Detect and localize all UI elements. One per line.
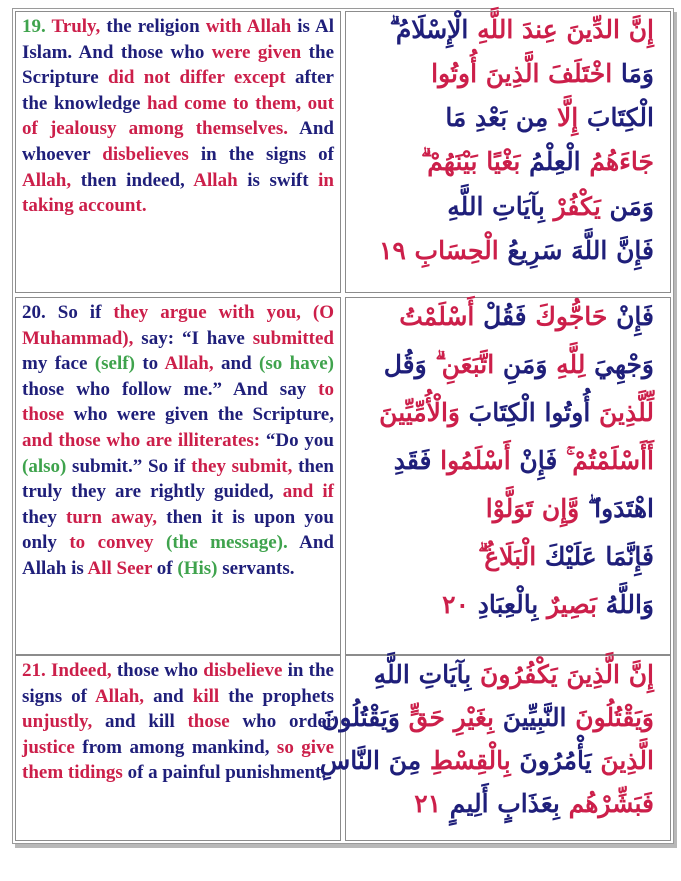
english-segment: were given: [204, 41, 302, 63]
english-segment: 21.: [22, 660, 46, 681]
arabic-line: [384, 350, 654, 380]
arabic-line: [321, 703, 654, 732]
arabic-segment: فَإِنْ: [519, 446, 566, 475]
arabic-segment: الْإِسْلَامُ ۗ: [389, 15, 478, 44]
english-segment: And Allah is: [22, 532, 334, 579]
arabic-segment: بِآيَاتِ اللَّهِ: [373, 660, 480, 689]
arabic-segment: حَاجُّوكَ: [535, 302, 617, 331]
english-segment: my face: [22, 353, 88, 375]
arabic-segment: وَمَن: [609, 192, 654, 221]
arabic-segment: ١٩: [378, 236, 415, 265]
english-segment: had come to them, out of jealousy among themselves.: [22, 92, 334, 140]
arabic-line: [379, 398, 654, 427]
arabic-line: [414, 789, 654, 818]
english-segment: And those who: [72, 41, 205, 63]
arabic-segment: وَالْأُمِّيِّينَ: [379, 398, 469, 427]
arabic-line: [421, 147, 654, 177]
english-segment: in the signs of: [22, 660, 334, 707]
english-segment: is swift: [237, 169, 309, 191]
english-text-19: [22, 14, 334, 219]
arabic-segment: اهْتَدَوا ۖ: [587, 494, 654, 523]
arabic-segment: تَوَلَّوْا: [485, 494, 542, 523]
arabic-line: [320, 746, 654, 775]
english-segment: So if: [45, 302, 102, 323]
english-segment: Allah,: [158, 353, 214, 375]
english-cell-20: [15, 297, 341, 655]
arabic-segment: وَيَقْتُلُونَ: [575, 703, 654, 732]
english-segment: they argue with you, (O Muhammad),: [22, 302, 334, 349]
arabic-segment: أَسْلَمْتُ: [399, 302, 484, 331]
english-segment: they: [22, 506, 57, 528]
english-segment: “Do you: [260, 429, 334, 451]
english-segment: (so have): [251, 353, 334, 375]
english-segment: and: [144, 685, 184, 707]
english-segment: to those: [22, 378, 335, 426]
english-segment: in the signs of: [188, 143, 334, 165]
english-text-21: [22, 658, 334, 786]
arabic-segment: وَمَا: [620, 59, 654, 88]
arabic-segment: وَجْهِيَ: [594, 350, 654, 379]
english-segment: those: [174, 711, 230, 733]
english-segment: disbelieves: [90, 143, 189, 165]
english-segment: servants.: [217, 557, 295, 579]
arabic-segment: وَيَقْتُلُونَ: [321, 703, 409, 732]
english-segment: the Scripture: [22, 41, 334, 89]
arabic-segment: فَإِنَّ اللَّهَ: [571, 236, 654, 265]
english-segment: then indeed,: [71, 169, 185, 191]
arabic-segment: النَّبِيِّينَ: [502, 703, 576, 732]
arabic-segment: يَكْفُرُونَ: [479, 660, 567, 689]
english-segment: justice: [22, 736, 75, 758]
english-segment: (the message).: [153, 532, 288, 554]
arabic-segment: بِعَذَابٍ أَلِيمٍ: [449, 789, 569, 818]
english-segment: the prophets: [219, 685, 334, 707]
english-segment: who were given the Scripture,: [64, 404, 334, 426]
verse-row-19: [13, 9, 673, 295]
arabic-segment: فَإِنْ: [616, 302, 654, 331]
english-segment: in taking account.: [22, 169, 334, 217]
english-segment: after the knowledge: [22, 67, 334, 114]
english-segment: those who follow me.” And say: [22, 378, 307, 400]
arabic-segment: الْحِسَابِ: [414, 236, 508, 265]
arabic-segment: جَاءَهُمُ: [589, 147, 654, 176]
english-segment: unjustly,: [22, 711, 93, 733]
english-segment: is Al Islam.: [22, 16, 334, 63]
arabic-segment: إِنَّ الدِّينَ: [566, 15, 654, 44]
english-segment: Allah: [241, 16, 292, 37]
english-segment: submitted: [244, 327, 334, 349]
english-segment: and kill: [92, 711, 175, 733]
arabic-segment: الْبَلَاغُ ۗ: [477, 542, 545, 571]
english-segment: of a painful punishment.: [122, 762, 327, 784]
english-segment: those who: [111, 660, 199, 681]
english-segment: to: [134, 353, 159, 375]
arabic-segment: فَقَدِ: [393, 446, 441, 475]
english-segment: 20.: [22, 302, 46, 323]
english-segment: submit.” So if: [66, 455, 186, 477]
arabic-segment: وَمَنِ: [502, 350, 557, 379]
english-segment: Indeed,: [45, 660, 112, 681]
arabic-segment: سَرِيعُ: [507, 236, 572, 265]
arabic-cell-20: [345, 297, 671, 655]
arabic-segment: لِلَّهِ: [556, 350, 595, 379]
english-segment: (His): [172, 557, 218, 579]
english-segment: turn away,: [56, 506, 158, 528]
arabic-segment: ٢١: [414, 789, 450, 818]
english-segment: Truly,: [45, 16, 101, 37]
english-segment: And whoever: [22, 118, 334, 165]
arabic-segment: وَقُل: [383, 350, 436, 379]
english-segment: All Seer: [83, 557, 153, 579]
verse-row-21: [13, 653, 673, 843]
arabic-segment: فَقُلْ: [483, 302, 536, 331]
arabic-segment: مِن بَعْدِ مَا: [445, 103, 557, 132]
english-segment: and those who are illiterates:: [22, 429, 261, 451]
english-segment: kill: [183, 685, 220, 707]
english-segment: disbelieve: [198, 660, 283, 681]
arabic-segment: عِندَ اللَّهِ: [477, 15, 567, 44]
arabic-segment: فَإِنَّمَا عَلَيْكَ: [544, 542, 654, 571]
english-segment: from among mankind,: [74, 736, 270, 758]
arabic-segment: بِالْعِبَادِ: [477, 590, 547, 619]
arabic-segment: مِنَ النَّاسِ: [319, 746, 430, 775]
english-segment: did not differ except: [98, 67, 286, 89]
arabic-segment: فَبَشِّرْهُم: [568, 789, 654, 818]
english-segment: (self): [87, 353, 135, 375]
english-segment: 19.: [22, 16, 46, 37]
arabic-line: [447, 192, 654, 221]
arabic-segment: لِّلَّذِينَ: [598, 398, 654, 427]
english-text-20: [22, 300, 334, 582]
english-segment: so give them tidings: [22, 736, 335, 784]
arabic-segment: ٢٠: [442, 590, 478, 619]
arabic-segment: بَصِيرٌ: [546, 590, 606, 619]
english-segment: Allah,: [86, 685, 145, 707]
arabic-segment: بِالْقِسْطِ: [429, 746, 520, 775]
arabic-line: [478, 542, 654, 572]
english-segment: then it is upon you only: [22, 506, 334, 554]
arabic-segment: اتَّبَعَنِ ۗ: [435, 350, 503, 379]
arabic-segment: الْعِلْمُ: [529, 147, 590, 176]
english-segment: say: “I have: [133, 327, 245, 349]
english-segment: then truly they are rightly guided,: [22, 455, 334, 503]
translation-page: [12, 8, 674, 844]
arabic-segment: بَغْيًا بَيْنَهُمْ ۗ: [421, 147, 530, 176]
arabic-segment: يَأْمُرُونَ: [519, 746, 601, 775]
english-segment: Allah: [184, 169, 238, 191]
arabic-line: [486, 494, 654, 524]
english-cell-21: [15, 655, 341, 841]
arabic-segment: إِنَّ الَّذِينَ: [566, 660, 654, 689]
english-segment: of: [152, 557, 173, 579]
english-segment: Allah,: [22, 169, 72, 191]
arabic-segment: بِآيَاتِ اللَّهِ: [447, 192, 554, 221]
arabic-line: [442, 590, 654, 619]
arabic-cell-19: [345, 11, 671, 293]
english-segment: (also): [22, 455, 67, 477]
arabic-segment: الْكِتَابَ: [586, 103, 654, 132]
english-segment: and if: [273, 481, 334, 503]
english-cell-19: [15, 11, 341, 293]
arabic-segment: الَّذِينَ أُوتُوا: [431, 59, 549, 88]
arabic-segment: وَّإِن: [541, 494, 588, 523]
arabic-line: [399, 302, 654, 331]
arabic-line: [374, 660, 654, 689]
english-segment: they submit,: [185, 455, 293, 477]
arabic-segment: اخْتَلَفَ: [548, 59, 621, 88]
english-segment: with: [199, 16, 242, 37]
arabic-segment: إِلَّا: [557, 103, 587, 132]
english-segment: and: [213, 353, 252, 375]
arabic-line: [390, 15, 654, 45]
arabic-segment: الَّذِينَ: [600, 746, 654, 775]
arabic-cell-21: [319, 655, 671, 841]
arabic-line: [445, 103, 654, 132]
arabic-line: [379, 236, 654, 265]
arabic-line: [431, 59, 654, 88]
arabic-segment: أَسْلَمُوا: [440, 446, 520, 475]
verse-row-20: [13, 295, 673, 659]
arabic-segment: يَكْفُرْ: [553, 192, 610, 221]
arabic-segment: بِغَيْرِ حَقٍّ: [408, 703, 503, 732]
arabic-segment: أُوتُوا الْكِتَابَ: [468, 398, 599, 427]
english-segment: the religion: [100, 16, 200, 37]
english-segment: who order: [229, 711, 334, 733]
arabic-segment: وَاللَّهُ: [605, 590, 654, 619]
english-segment: to convey: [56, 532, 154, 554]
arabic-segment: أَأَسْلَمْتُمْ ۚ: [565, 446, 654, 475]
arabic-line: [394, 446, 654, 476]
